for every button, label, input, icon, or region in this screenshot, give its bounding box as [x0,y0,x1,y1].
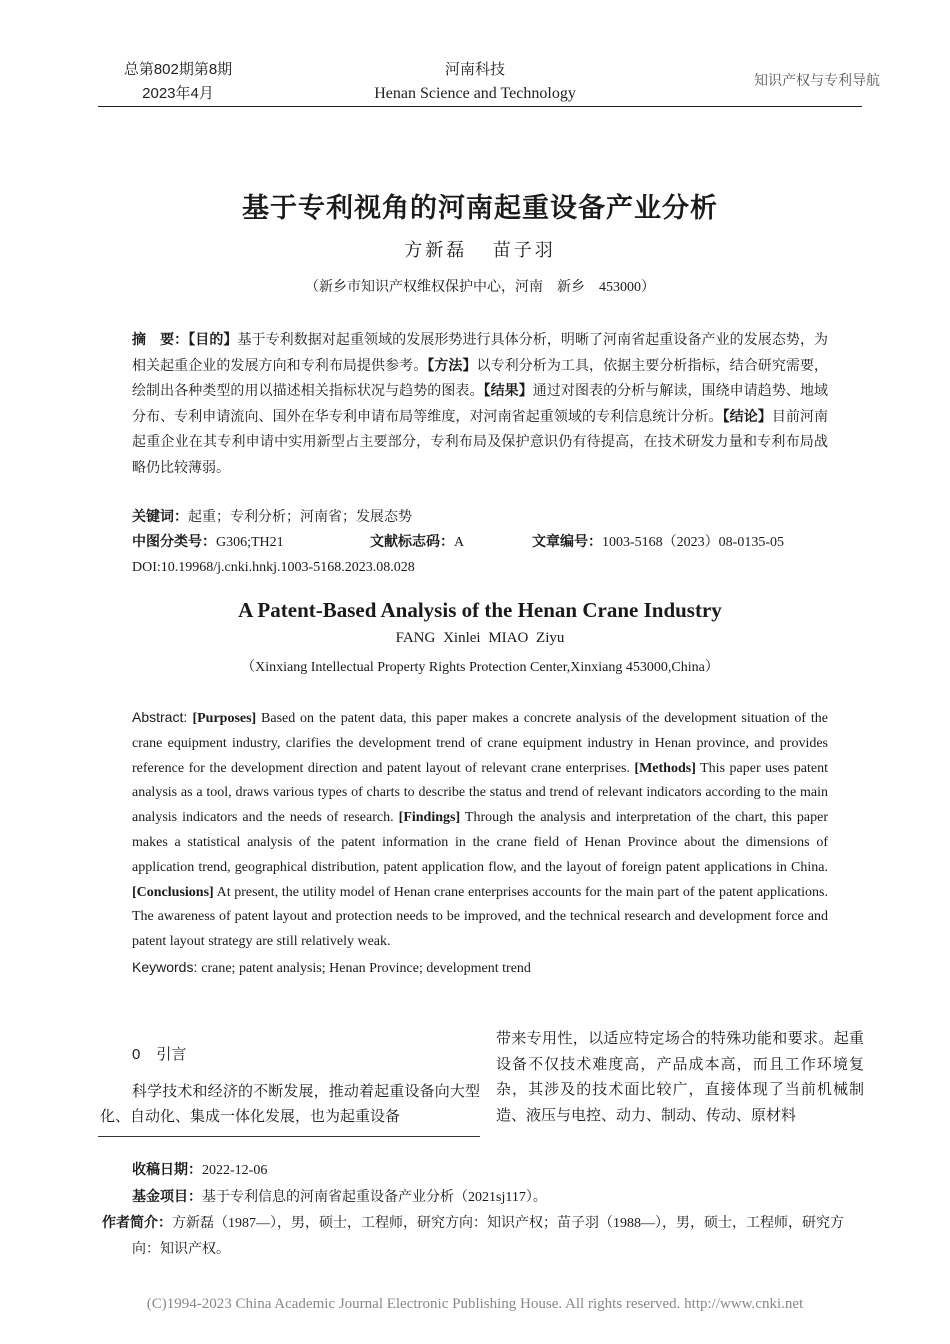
fund-value: 基于专利信息的河南省起重设备产业分析（2021sj117）。 [202,1189,547,1205]
article-label: 文章编号： [532,533,602,549]
keywords-en-text: crane; patent analysis; Henan Province; development trend [201,960,531,976]
authors-en: FANG Xinlei MIAO Ziyu [395,630,565,646]
conclusion-label: 【结论】 [722,409,772,425]
abstract-cn [132,327,828,481]
issue-number: 总第802期第8期 [123,61,233,78]
purposes-text: Based on the patent data, this paper makes a concrete analysis of the development situation of the crane equipment industry, clarifies the development trend of crane equipment industry in Henan province, and provides reference for the development direction and patent layout of relevant crane enterprises. [132,711,828,776]
methods-label: [Methods] [634,760,696,776]
findings-text: Through the analysis and interpretation of the chart, this paper makes a statistical analysis of the patent information in the crane field of Henan Province about the dimensions of application trend, geographical distribution, patent application flow, and the layout of foreign patent applications in China. [132,810,828,875]
conclusion-text: 目前河南起重企业在其专利申请中实用新型占主要部分，专利布局及保护意识仍有待提高，在技术研发力量和专利布局战略仍比较薄弱。 [132,409,829,476]
doc-value: A [454,535,465,550]
journal-name-cn: 河南科技 [444,61,505,78]
body-paragraph-right: 带来专用性，以适应特定场合的特殊功能和要求。起重设备不仅技术难度高，产品成本高，而且工作环境复杂，其涉及的技术面比较广，直接体现了当前机械制造、液压与电控、动力、制动、传动、原材料 [496,1031,864,1124]
result-label: 【结果】 [483,384,533,399]
keywords-cn-text: 起重；专利分析；河南省；发展态势 [188,510,412,525]
clc-code [132,531,284,551]
issue-info [98,58,258,106]
received-date [132,1157,862,1184]
abstract-en [132,705,828,982]
affiliation-en: （Xinxiang Intellectual Property Rights Protection Center,Xinxiang 453000,China） [241,660,719,675]
affiliation-cn: （新乡市知识产权维权保护中心，河南 新乡 453000） [305,280,655,295]
body-right-column [496,1027,864,1129]
body-left-column [100,1042,480,1131]
issue-date: 2023年4月 [142,85,214,102]
section-title: 引言 [156,1046,187,1063]
clc-label: 中图分类号： [132,533,216,549]
abstract-cn-label: 摘 要： [132,331,189,347]
received-value: 2022-12-06 [202,1163,268,1178]
footnotes [102,1157,862,1262]
author-bio [102,1210,862,1262]
findings-label: [Findings] [398,810,461,826]
conclusions-label: [Conclusions] [132,884,214,900]
doc-label: 文献标志码： [370,533,454,549]
body-paragraph-left: 科学技术和经济的不断发展，推动着起重设备向大型化、自动化、集成一体化发展，也为起重设备 [100,1083,480,1125]
result-text: 通过对图表的分析与解读，围绕申请趋势、地域分布、专利申请流向、国外在华专利申请布局等维度，对河南省起重领域的专利信息统计分析。 [132,384,829,425]
paper-title-cn: 基于专利视角的河南起重设备产业分析 [242,193,718,223]
clc-value: G306;TH21 [216,535,284,550]
received-label: 收稿日期： [132,1161,202,1177]
footnote-divider [98,1136,480,1137]
section-heading [100,1042,480,1068]
methods-text: This paper uses patent analysis as a tool, draws various types of charts to describe the status and trend of relevant indicators according to the main analysis indicators and the needs of research. [132,760,828,826]
author-value: 方新磊（1987—），男，硕士，工程师，研究方向：知识产权；苗子羽（1988—），男，硕士，工程师，研究方向：知识产权。 [132,1216,844,1257]
conclusions-text: At present, the utility model of Henan crane enterprises accounts for the main part of the patent applications. The awareness of patent layout and protection needs to be improved, and the technical research and development force and patent layout strategy are still relatively weak. [132,884,828,950]
classification-row [132,531,828,553]
purpose-label: 【目的】 [188,333,238,348]
section-number: 0 [132,1046,141,1063]
journal-name [340,58,610,106]
keywords-cn [132,504,828,531]
keywords-cn-label: 关键词： [132,508,188,524]
abstract-en-label: Abstract: [132,709,193,725]
authors-cn: 方新磊 苗子羽 [404,240,556,260]
purposes-label: [Purposes] [192,711,257,726]
article-value: 1003-5168（2023）08-0135-05 [602,535,784,550]
method-text: 以专利分析为工具，依据主要分析指标，结合研究需要，绘制出各种类型的用以描述相关指标状况与趋势的图表。 [132,358,829,399]
method-label: 【方法】 [427,358,477,374]
fund-label: 基金项目： [132,1187,202,1204]
purpose-text: 基于专利数据对起重领域的发展形势进行具体分析，明晰了河南省起重设备产业的发展态势，为相关起重企业的发展方向和专利布局提供参考。 [132,333,829,374]
doc-code [370,531,464,551]
fund-project [132,1184,862,1211]
journal-name-en: Henan Science and Technology [374,85,576,102]
keywords-en [132,955,828,982]
article-number [532,531,784,551]
keywords-en-label: Keywords: [132,958,202,975]
header-divider [98,106,862,107]
column-name: 知识产权与专利导航 [754,72,880,88]
doi: DOI:10.19968/j.cnki.hnkj.1003-5168.2023.08.028 [132,560,415,575]
copyright-notice: (C)1994-2023 China Academic Journal Electronic Publishing House. All rights reserved. http://www.cnki.net [146,1296,804,1312]
author-label: 作者简介： [102,1214,172,1230]
paper-title-en: A Patent-Based Analysis of the Henan Crane Industry [238,598,722,622]
